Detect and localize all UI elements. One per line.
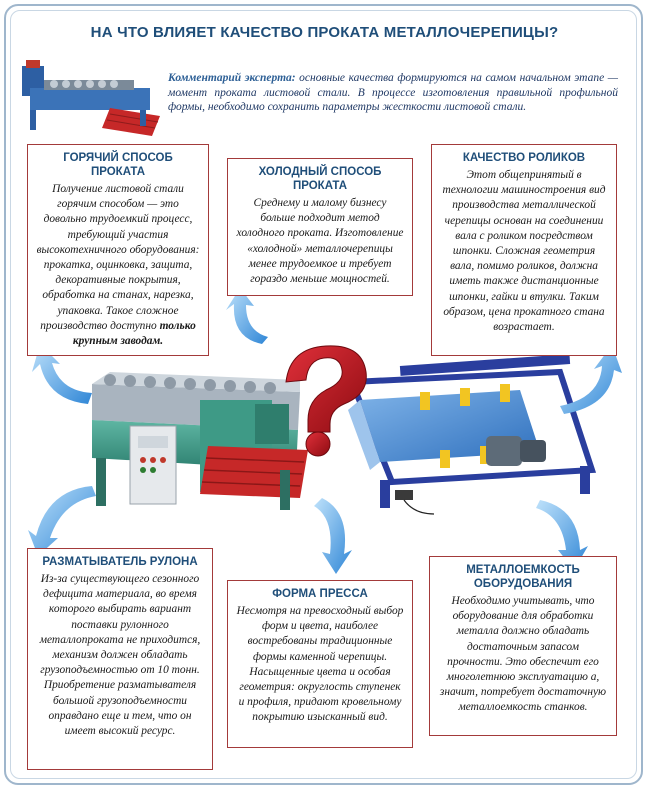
box-uncoiler bbox=[27, 548, 213, 770]
uncoiler-machine-icon bbox=[348, 354, 592, 514]
box-rollers-quality-text: Этот общепринятый в технологии машиностроения вид производства металлической черепицы основан на соединении вала с роликом посредством шпонки. Сложная геометрия вала, помимо роликов, должна иметь также дистанционные шпонки, гайки и втулки. Таким образом, цена прокатного стана возрастает. bbox=[442, 169, 606, 334]
expert-comment-lead: Комментарий эксперта: bbox=[168, 72, 296, 84]
box-cold-rolling bbox=[227, 158, 413, 296]
expert-comment-text: основные качества формируются на самом начальном этапе — момент проката листовой стали. В процессе изготовления правильной профильной формы, необходимо сохранить параметры жесткости листовой стали. bbox=[168, 72, 618, 113]
roll-forming-machine-icon bbox=[92, 372, 308, 510]
box-metal-intensity bbox=[429, 556, 617, 736]
expert-comment bbox=[168, 71, 618, 115]
box-cold-rolling-title: ХОЛОДНЫЙ СПОСОБ ПРОКАТА bbox=[258, 166, 382, 192]
box-uncoiler-text: Из-за существующего сезонного дефицита материала, во время которого выбирать вариант поставки рулонного металлопроката не приходится, механизм должен обладать грузоподъемностью от 10 тонн. Приобретение разматывателя большой грузоподъемности оправдано еще и тем, что он имеет высокий ресурс. bbox=[39, 573, 201, 738]
box-uncoiler-title: РАЗМАТЫВАТЕЛЬ РУЛОНА bbox=[42, 556, 198, 568]
curved-arrow-icon bbox=[314, 498, 352, 574]
box-cold-rolling-text: Среднему и малому бизнесу больше подходит метод холодного проката. Изготовление «холодной» металлочерепицы менее трудоемкое и требует гораздо меньше мощностей. bbox=[236, 197, 404, 286]
curved-arrow-icon bbox=[226, 288, 268, 344]
box-rollers-quality-title: КАЧЕСТВО РОЛИКОВ bbox=[462, 152, 586, 164]
box-hot-rolling bbox=[27, 144, 209, 356]
small-machine-icon bbox=[22, 60, 160, 136]
box-metal-intensity-title: МЕТАЛЛОЕМКОСТЬ ОБОРУДОВАНИЯ bbox=[466, 564, 580, 590]
curved-arrow-icon bbox=[28, 486, 96, 556]
box-metal-intensity-text: Необходимо учитывать, что оборудование для обработки металла должно обладать достаточным запасом прочности. Это обеспечит его многолетнюю эксплуатацию а, значит, потребует достаточную металлоемкость станков. bbox=[439, 595, 607, 714]
page-title: НА ЧТО ВЛИЯЕТ КАЧЕСТВО ПРОКАТА МЕТАЛЛОЧЕРЕПИЦЫ? bbox=[90, 24, 559, 41]
box-hot-rolling-text: Получение листовой стали горячим способом — это довольно трудоемкий процесс, требующий участия высокотехничного оборудования: прокатка, оцинковка, защита, декоративные покрытия, обработка на станах, нарезка, упаковка. Такое сложное производство доступно только крупным заводам. bbox=[36, 183, 200, 348]
box-rollers-quality bbox=[431, 144, 617, 356]
box-hot-rolling-bold: только крупным заводам. bbox=[72, 319, 196, 348]
box-press-form bbox=[227, 580, 413, 748]
box-press-form-title: ФОРМА ПРЕССА bbox=[272, 588, 368, 600]
box-hot-rolling-title: ГОРЯЧИЙ СПОСОБ ПРОКАТА bbox=[63, 152, 173, 178]
box-press-form-text: Несмотря на превосходный выбор форм и цвета, наиболее востребованы традиционные формы каменной черепицы. Насыщенные цвета и особая геометрия: округлость ступенек и профиля, придают кровельному покрытию изысканный вид. bbox=[236, 605, 404, 724]
